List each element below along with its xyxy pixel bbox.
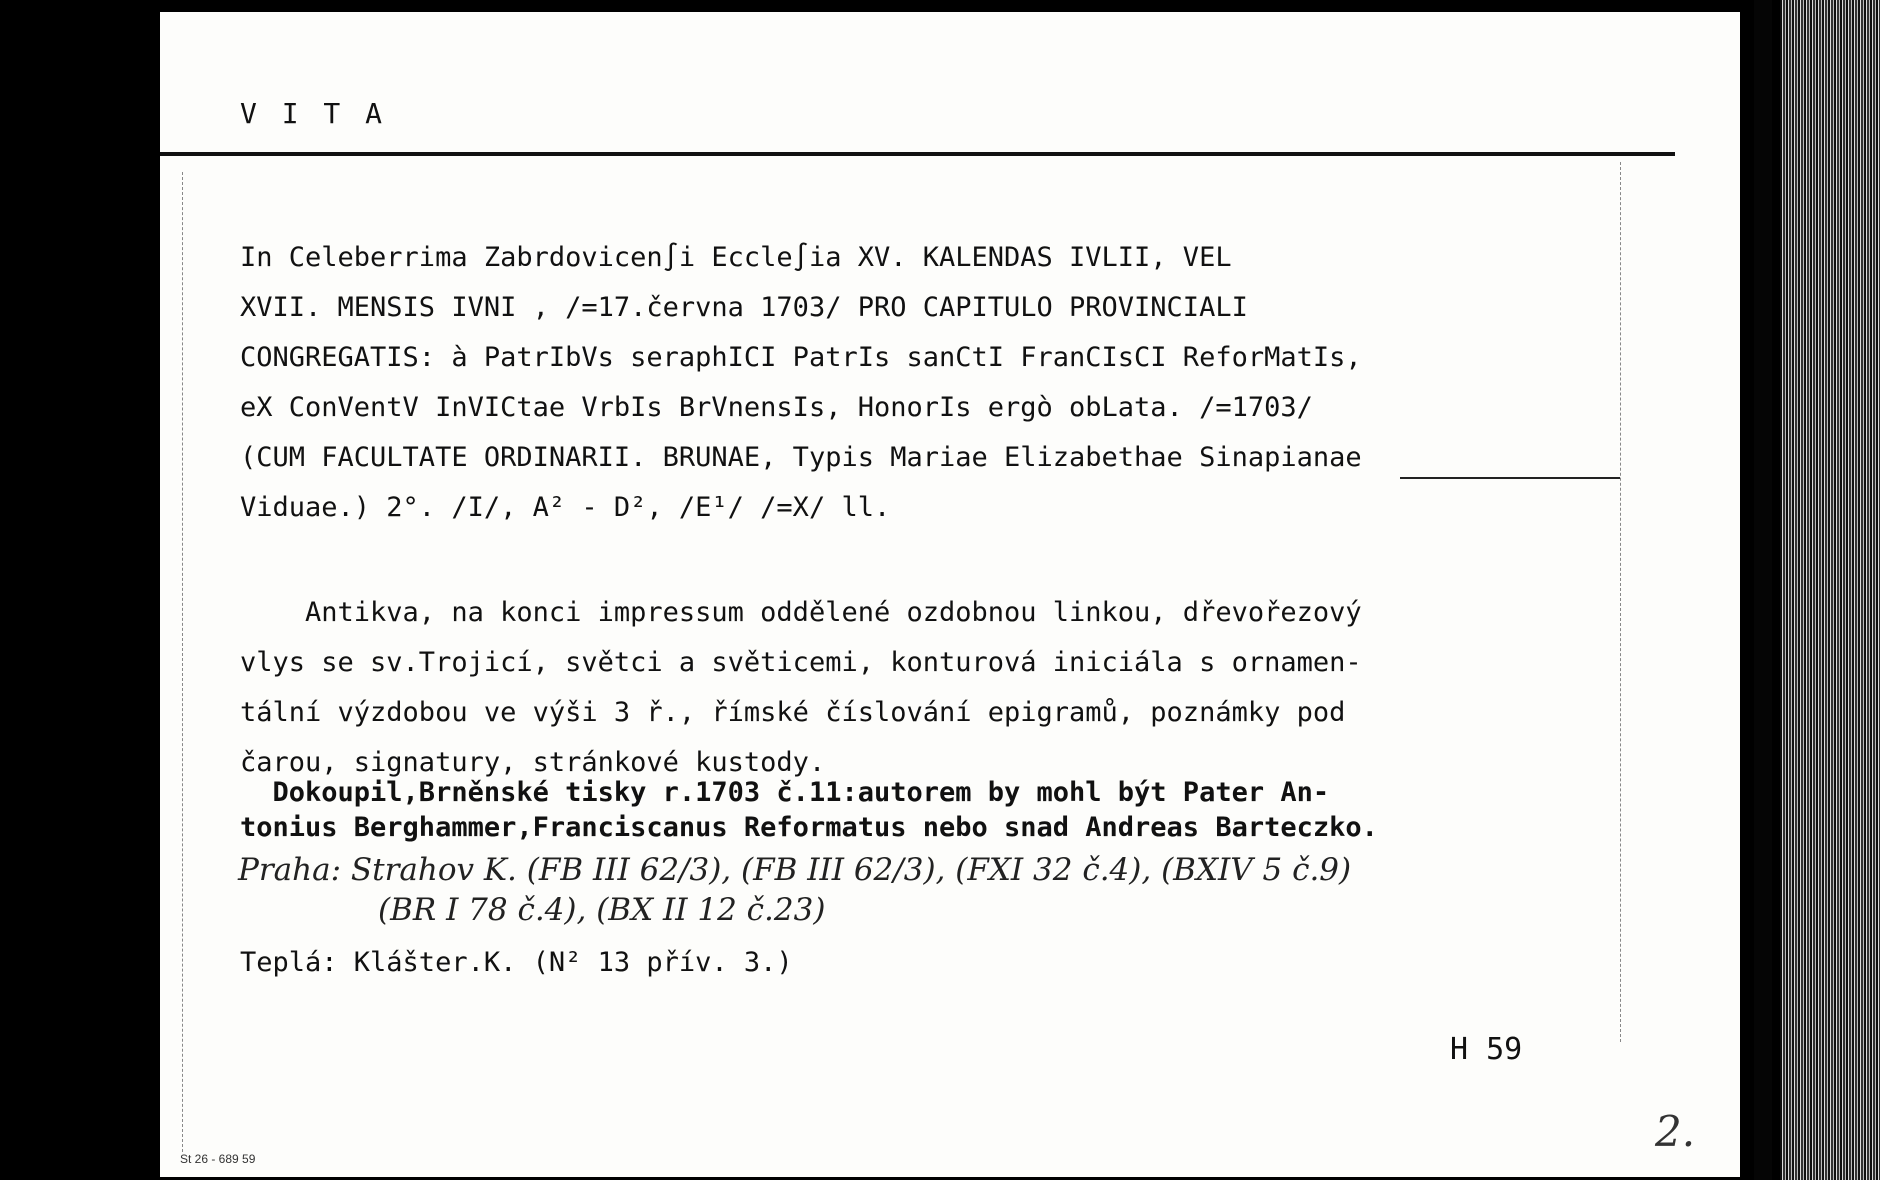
title-line: CONGREGATIS: à PatrIbVs seraphICI PatrIs sanCtI FranCIsCI ReforMatIs, — [240, 342, 1362, 373]
catalog-card — [160, 12, 1740, 1177]
reference-line: Dokoupil,Brněnské tisky r.1703 č.11:autorem by mohl být Pater An- — [240, 777, 1330, 808]
scan-border-dark — [1754, 0, 1772, 1180]
description-line: vlys se sv.Trojicí, světci a světicemi, konturová iniciála s ornamen- — [240, 647, 1362, 678]
title-line: Viduae.) 2°. /I/, A² - D², /E¹/ /=X/ ll. — [240, 492, 891, 523]
card-heading: V I T A — [240, 97, 387, 130]
title-line: In Celeberrima Zabrdovicen∫i Eccle∫ia XV. KALENDAS IVLII, VEL — [240, 242, 1232, 273]
corner-mark: 2. — [1655, 1107, 1696, 1156]
description-line: čarou, signatury, stránkové kustody. — [240, 747, 826, 778]
heading-rule — [160, 152, 1675, 156]
card-footer-code: St 26 - 689 59 — [180, 1152, 256, 1166]
location-line: Teplá: Klášter.K. (N² 13 přív. 3.) — [240, 947, 793, 978]
description-line: Antikva, na konci impressum oddělené ozdobnou linkou, dřevořezový — [240, 597, 1362, 628]
title-line: eX ConVentV InVICtae VrbIs BrVnensIs, HonorIs ergò obLata. /=1703/ — [240, 392, 1313, 423]
handwritten-holdings-line: (BR I 78 č.4), (BX II 12 č.23) — [378, 892, 826, 928]
shelfmark: H 59 — [1450, 1032, 1523, 1067]
right-margin-line — [1620, 162, 1621, 1042]
reference-line: tonius Berghammer,Franciscanus Reformatus nebo snad Andreas Barteczko. — [240, 812, 1378, 843]
scan-border-stripes — [1780, 0, 1880, 1180]
handwritten-holdings-line: Praha: Strahov K. (FB III 62/3), (FB III 62/3), (FXI 32 č.4), (BXIV 5 č.9) — [238, 852, 1352, 888]
left-margin-line — [182, 172, 183, 1152]
title-line: XVII. MENSIS IVNI , /=17.června 1703/ PRO CAPITULO PROVINCIALI — [240, 292, 1248, 323]
title-underline — [1400, 477, 1620, 479]
description-line: tální výzdobou ve výši 3 ř., římské číslování epigramů, poznámky pod — [240, 697, 1346, 728]
title-line: (CUM FACULTATE ORDINARII. BRUNAE, Typis Mariae Elizabethae Sinapianae — [240, 442, 1362, 473]
